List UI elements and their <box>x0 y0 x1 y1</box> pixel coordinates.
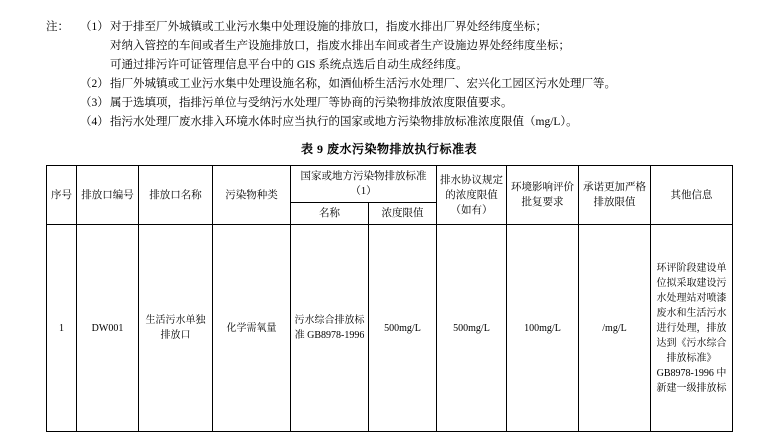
cell-seq: 1 <box>47 225 77 432</box>
note-text: 对纳入管控的车间或者生产设施排放口，指废水排出车间或者生产设施边界处经纬度坐标； <box>110 40 570 52</box>
note-number: （3） <box>80 97 109 109</box>
cell-outlet-code: DW001 <box>77 225 139 432</box>
wastewater-standards-table <box>46 165 733 432</box>
cell-standard-name: 污水综合排放标准 GB8978-1996 <box>291 225 369 432</box>
note-text: 可通过排污许可证管理信息平台中的 GIS 系统点选后自动生成经纬度。 <box>110 59 468 71</box>
cell-pollutant-type: 化学需氧量 <box>213 225 291 432</box>
header-standard-name: 名称 <box>291 203 369 225</box>
header-eia-requirement: 环境影响评价批复要求 <box>507 166 579 225</box>
note-text: 指污水处理厂废水排入环境水体时应当执行的国家或地方污染物排放标准浓度限值（mg/L）。 <box>110 116 578 128</box>
header-standard-limit: 浓度限值 <box>369 203 437 225</box>
header-national-standard: 国家或地方污染物排放标准（1） <box>291 166 437 203</box>
table-container <box>46 165 732 432</box>
note-text: 指厂外城镇或工业污水集中处理设施名称，如酒仙桥生活污水处理厂、宏兴化工园区污水处理厂等。 <box>110 78 616 90</box>
notes-label: 注： <box>46 21 69 33</box>
table-row <box>47 225 733 432</box>
note-number: （1） <box>80 21 109 33</box>
notes-block <box>46 18 736 132</box>
note-item <box>46 94 736 113</box>
cell-eia-requirement: 100mg/L <box>507 225 579 432</box>
header-pollutant-type: 污染物种类 <box>213 166 291 225</box>
note-item <box>46 18 736 37</box>
header-outlet-code: 排放口编号 <box>77 166 139 225</box>
cell-committed-limit: /mg/L <box>579 225 651 432</box>
cell-standard-limit: 500mg/L <box>369 225 437 432</box>
note-text: 对于排至厂外城镇或工业污水集中处理设施的排放口，指废水排出厂界处经纬度坐标； <box>110 21 547 33</box>
cell-other-info: 环评阶段建设单位拟采取建设污水处理站对喷漆废水和生活污水进行处理，排放达到《污水综合排放标准》GB8978-1996 中新建一级排放标 <box>651 225 733 432</box>
header-agreed-limit: 排水协议规定的浓度限值（如有） <box>437 166 507 225</box>
note-number: （2） <box>80 78 109 90</box>
header-other-info: 其他信息 <box>651 166 733 225</box>
cell-outlet-name: 生活污水单独排放口 <box>139 225 213 432</box>
note-number: （4） <box>80 116 109 128</box>
note-item <box>46 75 736 94</box>
header-outlet-name: 排放口名称 <box>139 166 213 225</box>
table-title: 表 9 废水污染物排放执行标准表 <box>300 142 477 156</box>
table-header-row <box>47 166 733 203</box>
header-committed-limit: 承诺更加严格排放限值 <box>579 166 651 225</box>
note-item <box>46 113 736 132</box>
note-text: 属于选填项，指排污单位与受纳污水处理厂等协商的污染物排放浓度限值要求。 <box>110 97 513 109</box>
header-seq: 序号 <box>47 166 77 225</box>
cell-agreed-limit: 500mg/L <box>437 225 507 432</box>
